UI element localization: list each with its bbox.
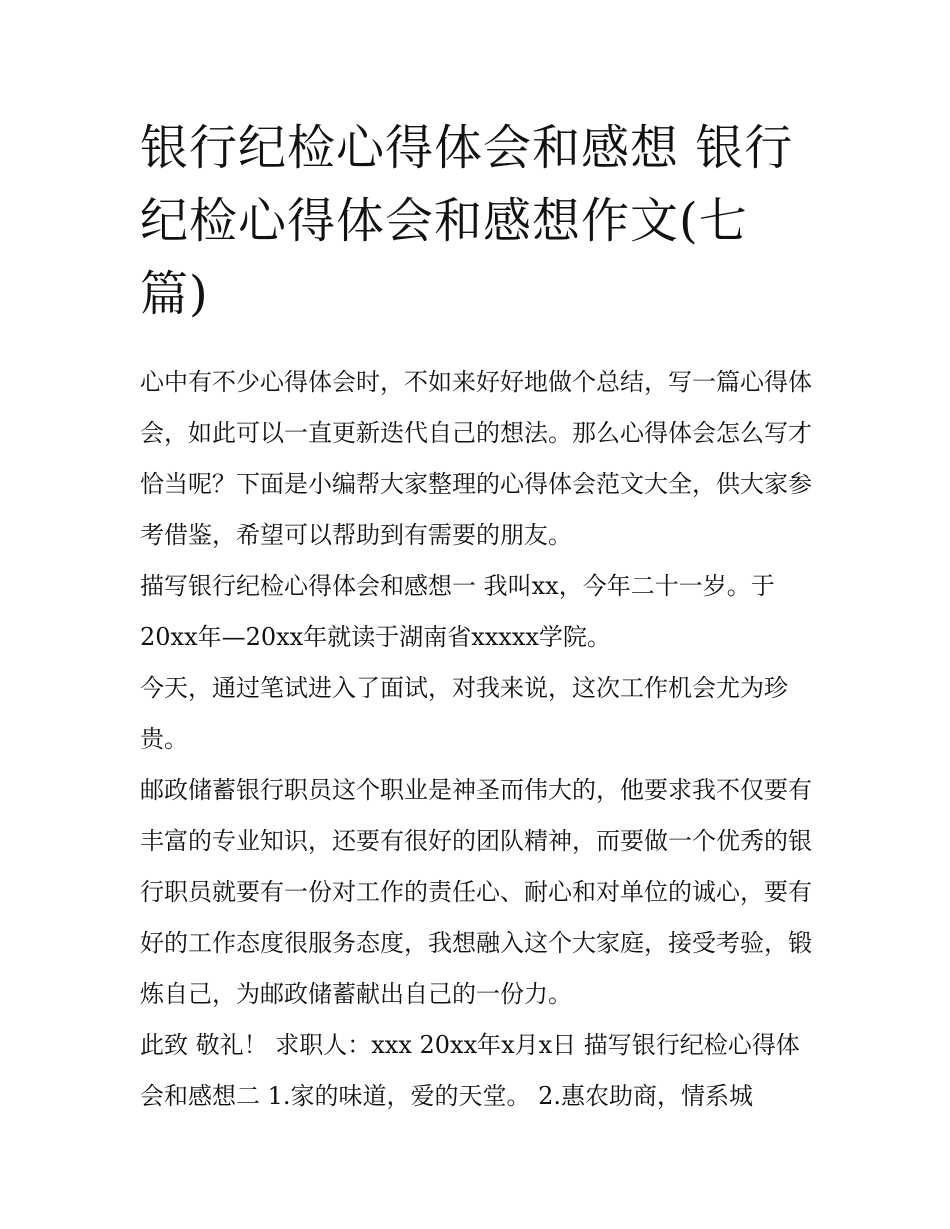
paragraph-intro: 心中有不少心得体会时，不如来好好地做个总结，写一篇心得体会，如此可以一直更新迭代自己的想法。那么心得体会怎么写才恰当呢？下面是小编帮大家整理的心得体会范文大全，供大家参考借鉴，希望可以帮助到有需要的朋友。 [140,368,812,549]
paragraph-self-introduction: 描写银行纪检心得体会和感想一 我叫xx，今年二十一岁。于20xx年—20xx年就读于湖南省xxxxx学院。 [140,572,775,651]
document-title: 银行纪检心得体会和感想 银行纪检心得体会和感想作文(七篇) [140,120,794,322]
paragraph-bank-clerk: 邮政储蓄银行职员这个职业是神圣而伟大的，他要求我不仅要有丰富的专业知识，还要有很好的团队精神，而要做一个优秀的银行职员就要有一份对工作的责任心、耐心和对单位的诚心，要有好的工作态度很服务态度，我想融入这个大家庭，接受考验，锻炼自己，为邮政储蓄献出自己的一份力。 [140,776,812,1008]
paragraph-closing: 此致 敬礼！ 求职人：xxx 20xx年x月x日 描写银行纪检心得体会和感想二 1.家的味道，爱的天堂。 2.惠农助商，情系城 [140,1031,800,1110]
document-content [140,112,812,1122]
document-body [140,357,812,1122]
paragraph-interview: 今天，通过笔试进入了面试，对我来说，这次工作机会尤为珍贵。 [140,674,788,753]
